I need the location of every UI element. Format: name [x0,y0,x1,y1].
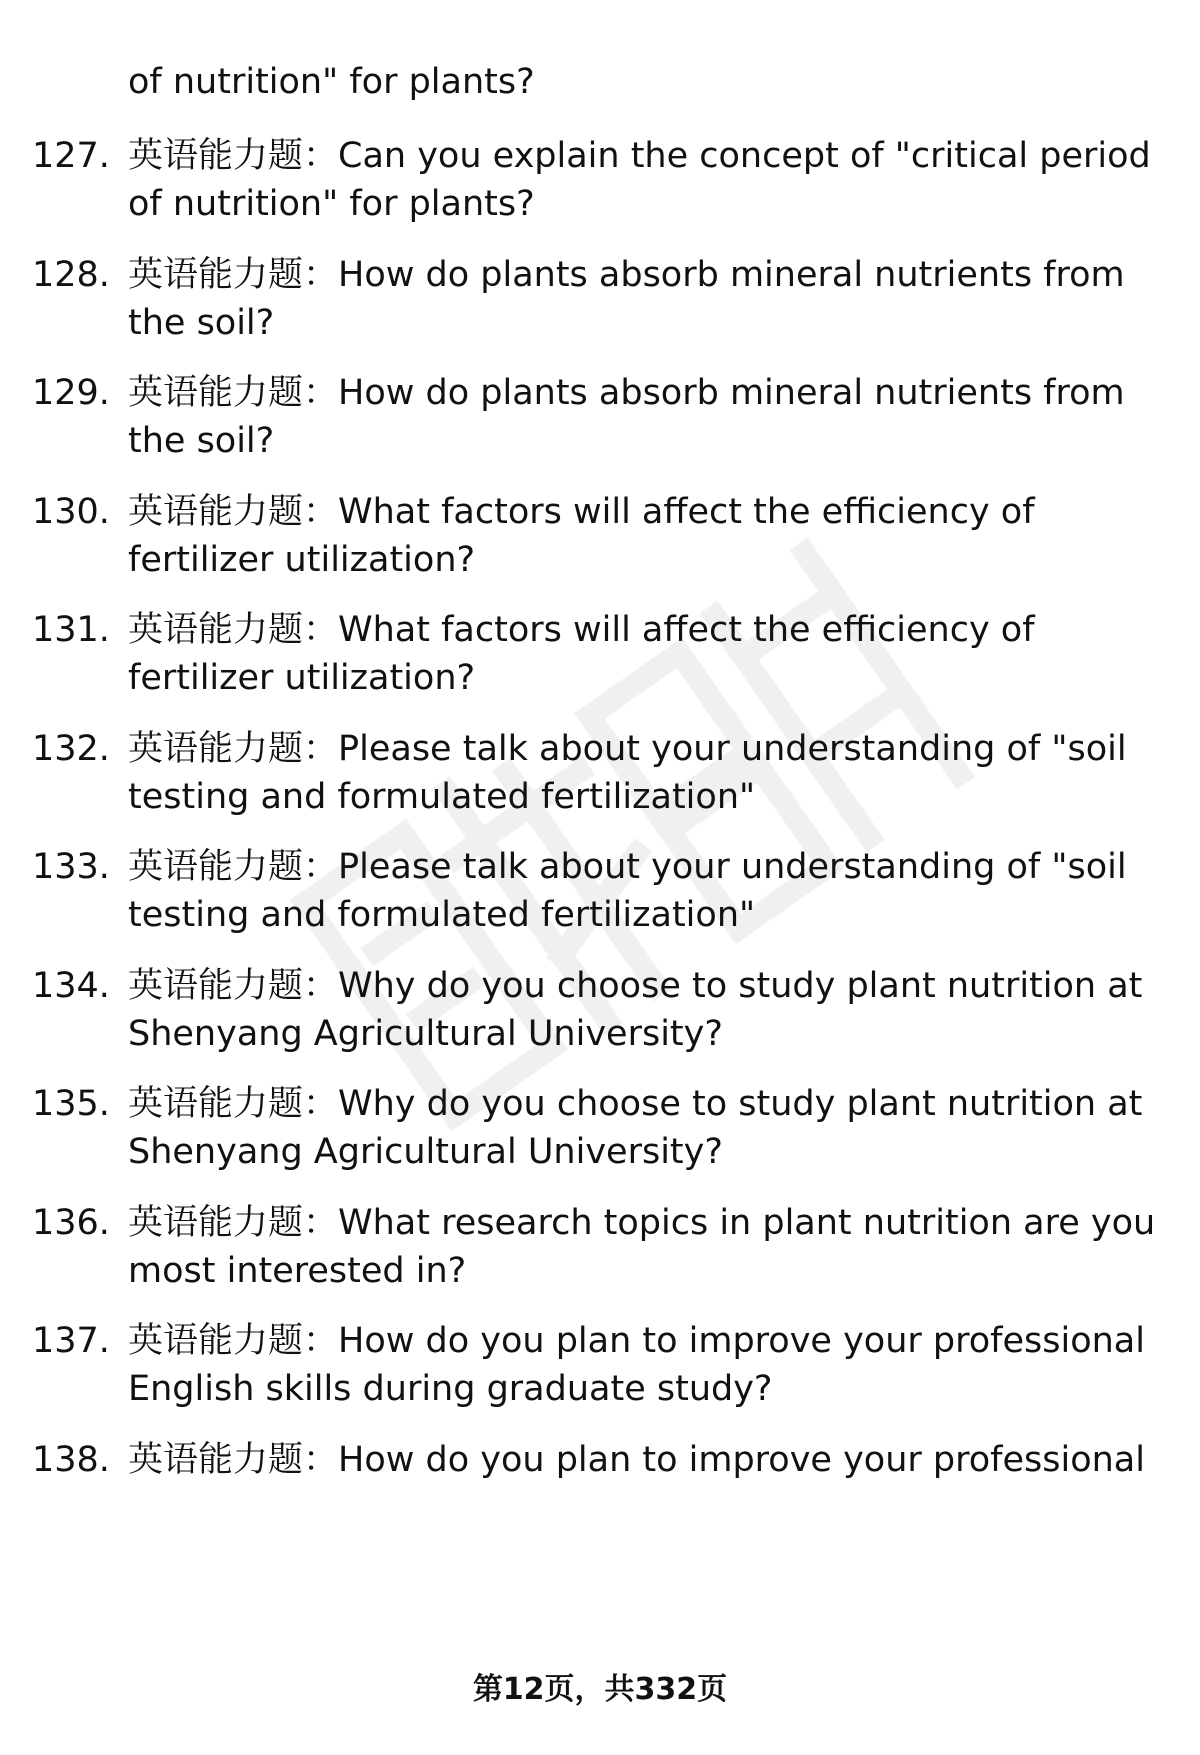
question-line [128,132,1168,180]
question-line: testing and formulated fertilization" [128,777,756,817]
question-number: 134. [32,966,110,1006]
question-line-text: Please talk about your understanding of "soil [338,847,1127,887]
page-footer: 第12页，共332页 [472,1672,728,1707]
question-line [128,1436,1168,1484]
question-text [128,369,1168,465]
question-prefix: 英语能力题： [128,1321,339,1361]
question-number: 131. [32,610,110,650]
question-number: 136. [32,1203,110,1243]
question-text [128,843,1168,939]
question-line [128,725,1168,773]
question-text [128,606,1168,702]
question-line-text: What factors will affect the efficiency of [338,610,1035,650]
question-number: 127. [32,136,110,176]
question-prefix: 英语能力题： [128,966,339,1006]
question-line: most interested in? [128,1251,467,1291]
question-prefix: 英语能力题： [128,1084,339,1124]
question-line: the soil? [128,421,275,461]
question-line: fertilizer utilization? [128,540,476,580]
question-line: of nutrition" for plants? [128,184,535,224]
question-line: fertilizer utilization? [128,658,476,698]
question-line-text: How do you plan to improve your professional [338,1321,1145,1361]
question-text [128,488,1168,584]
question-text [128,251,1168,347]
question-number: 137. [32,1321,110,1361]
question-line [128,1317,1168,1365]
question-line-text: How do plants absorb mineral nutrients from [338,255,1125,295]
question-line-text: Why do you choose to study plant nutrition at [338,1084,1143,1124]
question-prefix: 英语能力题： [128,729,339,769]
question-line [128,369,1168,417]
question-prefix: 英语能力题： [128,255,339,295]
question-number: 135. [32,1084,110,1124]
question-line: Shenyang Agricultural University? [128,1014,723,1054]
question-text [128,1199,1168,1295]
continued-question-text: of nutrition" for plants? [128,62,535,102]
question-prefix: 英语能力题： [128,373,339,413]
question-prefix: 英语能力题： [128,847,339,887]
question-line-text: Can you explain the concept of "critical period [338,136,1151,176]
question-number: 129. [32,373,110,413]
question-text [128,1436,1168,1484]
question-line: testing and formulated fertilization" [128,895,756,935]
question-prefix: 英语能力题： [128,1203,339,1243]
question-line [128,1199,1168,1247]
question-text [128,1080,1168,1176]
question-text [128,962,1168,1058]
question-number: 138. [32,1440,110,1480]
question-line: Shenyang Agricultural University? [128,1132,723,1172]
question-number: 133. [32,847,110,887]
question-text [128,1317,1168,1413]
question-prefix: 英语能力题： [128,610,339,650]
question-line-text: Please talk about your understanding of "soil [338,729,1127,769]
question-number: 132. [32,729,110,769]
question-line-text: What factors will affect the efficiency of [338,492,1035,532]
question-prefix: 英语能力题： [128,136,339,176]
question-line: the soil? [128,303,275,343]
question-number: 130. [32,492,110,532]
question-line [128,606,1168,654]
question-line-text: How do plants absorb mineral nutrients from [338,373,1125,413]
question-number: 128. [32,255,110,295]
question-line [128,488,1168,536]
question-line [128,843,1168,891]
question-text [128,132,1168,228]
question-line [128,962,1168,1010]
question-prefix: 英语能力题： [128,492,339,532]
question-line-text: How do you plan to improve your professional [338,1440,1145,1480]
question-prefix: 英语能力题： [128,1440,339,1480]
question-line [128,251,1168,299]
question-line [128,1080,1168,1128]
question-line-text: What research topics in plant nutrition are you [338,1203,1156,1243]
question-line: English skills during graduate study? [128,1369,773,1409]
question-line-text: Why do you choose to study plant nutrition at [338,966,1143,1006]
question-text [128,725,1168,821]
